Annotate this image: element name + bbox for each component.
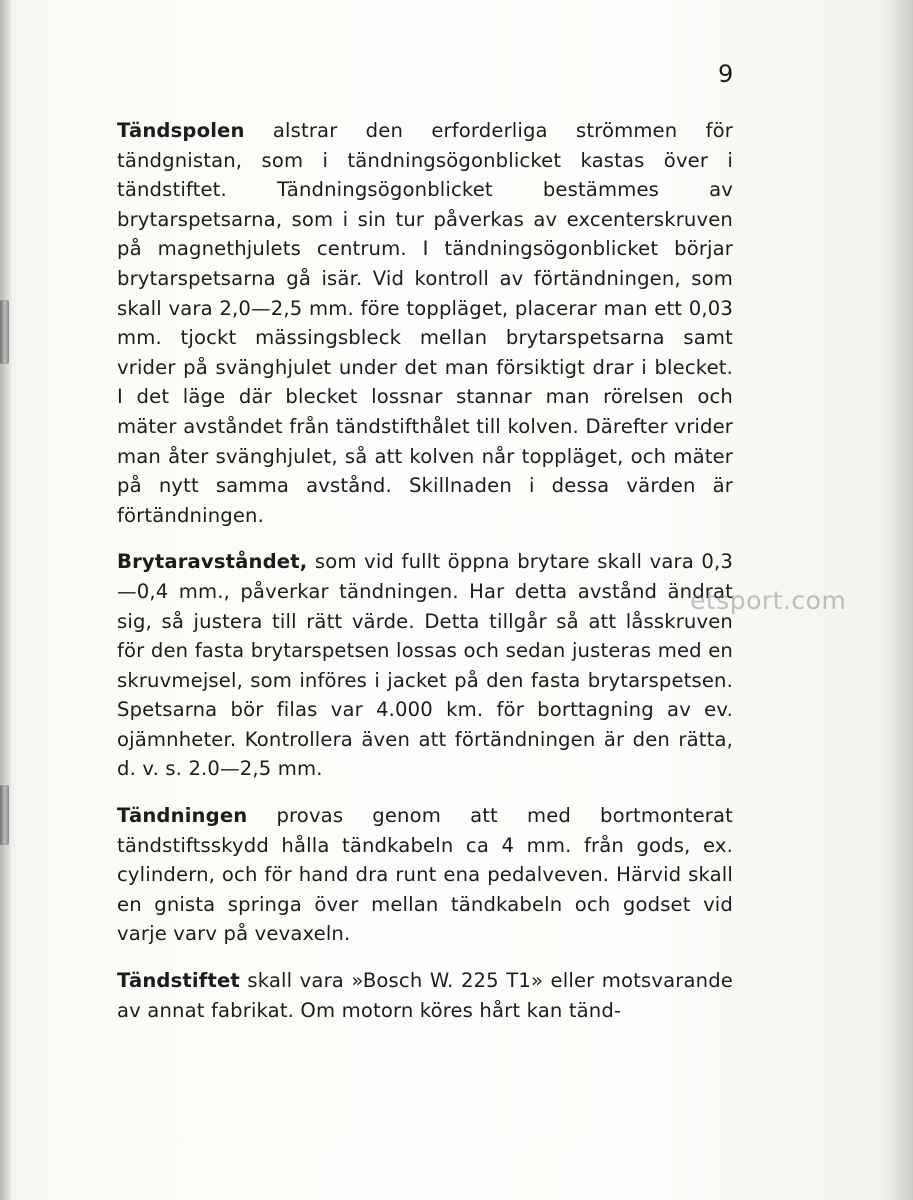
paragraph-text: alstrar den erforderliga strömmen för tändgnistan, som i tändningsögonblicket kastas över i tändstiftet. Tändningsögonblicket bestämmes av brytarspetsarna, som i sin tur påverkas av excenterskruven på magnethjulets centrum. I tändningsögonblicket börjar brytarspetsarna gå isär. Vid kontroll av förtändningen, som skall vara 2,0—2,5 mm. före toppläget, placerar man ett 0,03 mm. tjockt mässingsbleck mellan brytarspetsarna samt vrider på svänghjulet under det man försiktigt drar i blecket. I det läge där blecket lossnar stannar man rörelsen och mäter avståndet från tändstifthålet till kolven. Därefter vrider man åter svänghjulet, så att kolven når toppläget, och mäter på nytt samma avstånd. Skillnaden i dessa värden är förtändningen. xyxy=(117,119,733,527)
paragraph-tandspolen xyxy=(117,116,733,530)
term-tandningen: Tändningen xyxy=(117,804,248,828)
paragraph-tandstiftet xyxy=(117,966,733,1025)
spine-shadow xyxy=(0,0,12,1200)
paragraph-text: skall vara »Bosch W. 225 T1» eller motsvarande av annat fabrikat. Om motorn köres hårt kan tänd- xyxy=(117,969,733,1022)
term-brytaravstandet: Brytaravståndet, xyxy=(117,550,308,574)
term-tandstiftet: Tändstiftet xyxy=(117,969,240,993)
staple-bottom xyxy=(0,785,9,845)
page-number: 9 xyxy=(718,60,734,88)
watermark: etsport.com xyxy=(690,586,847,615)
paragraph-text: som vid fullt öppna brytare skall vara 0,3—0,4 mm., påverkar tändningen. Har detta avstånd ändrat sig, så justera till rätt värde. Detta tillgår så att låsskruven för den fasta brytarspetsen lossas och sedan justeras med en skruvmejsel, som införes i jacket på den fasta brytarspetsen. Spetsarna bör filas var 4.000 km. för borttagning av ev. ojämnheter. Kontrollera även att förtändningen är den rätta, d. v. s. 2.0—2,5 mm. xyxy=(117,550,733,781)
body-text xyxy=(117,116,733,1042)
paragraph-brytaravstandet xyxy=(117,547,733,784)
paragraph-text: provas genom att med bortmonterat tändstiftsskydd hålla tändkabeln ca 4 mm. från gods, ex. cylindern, och för hand dra runt ena pedalveven. Härvid skall en gnista springa över mellan tändkabeln och godset vid varje varv på vevaxeln. xyxy=(117,804,733,946)
term-tandspolen: Tändspolen xyxy=(117,119,245,142)
page-edge-shadow xyxy=(891,0,913,1200)
paragraph-tandningen xyxy=(117,801,733,949)
staple-top xyxy=(0,300,9,364)
